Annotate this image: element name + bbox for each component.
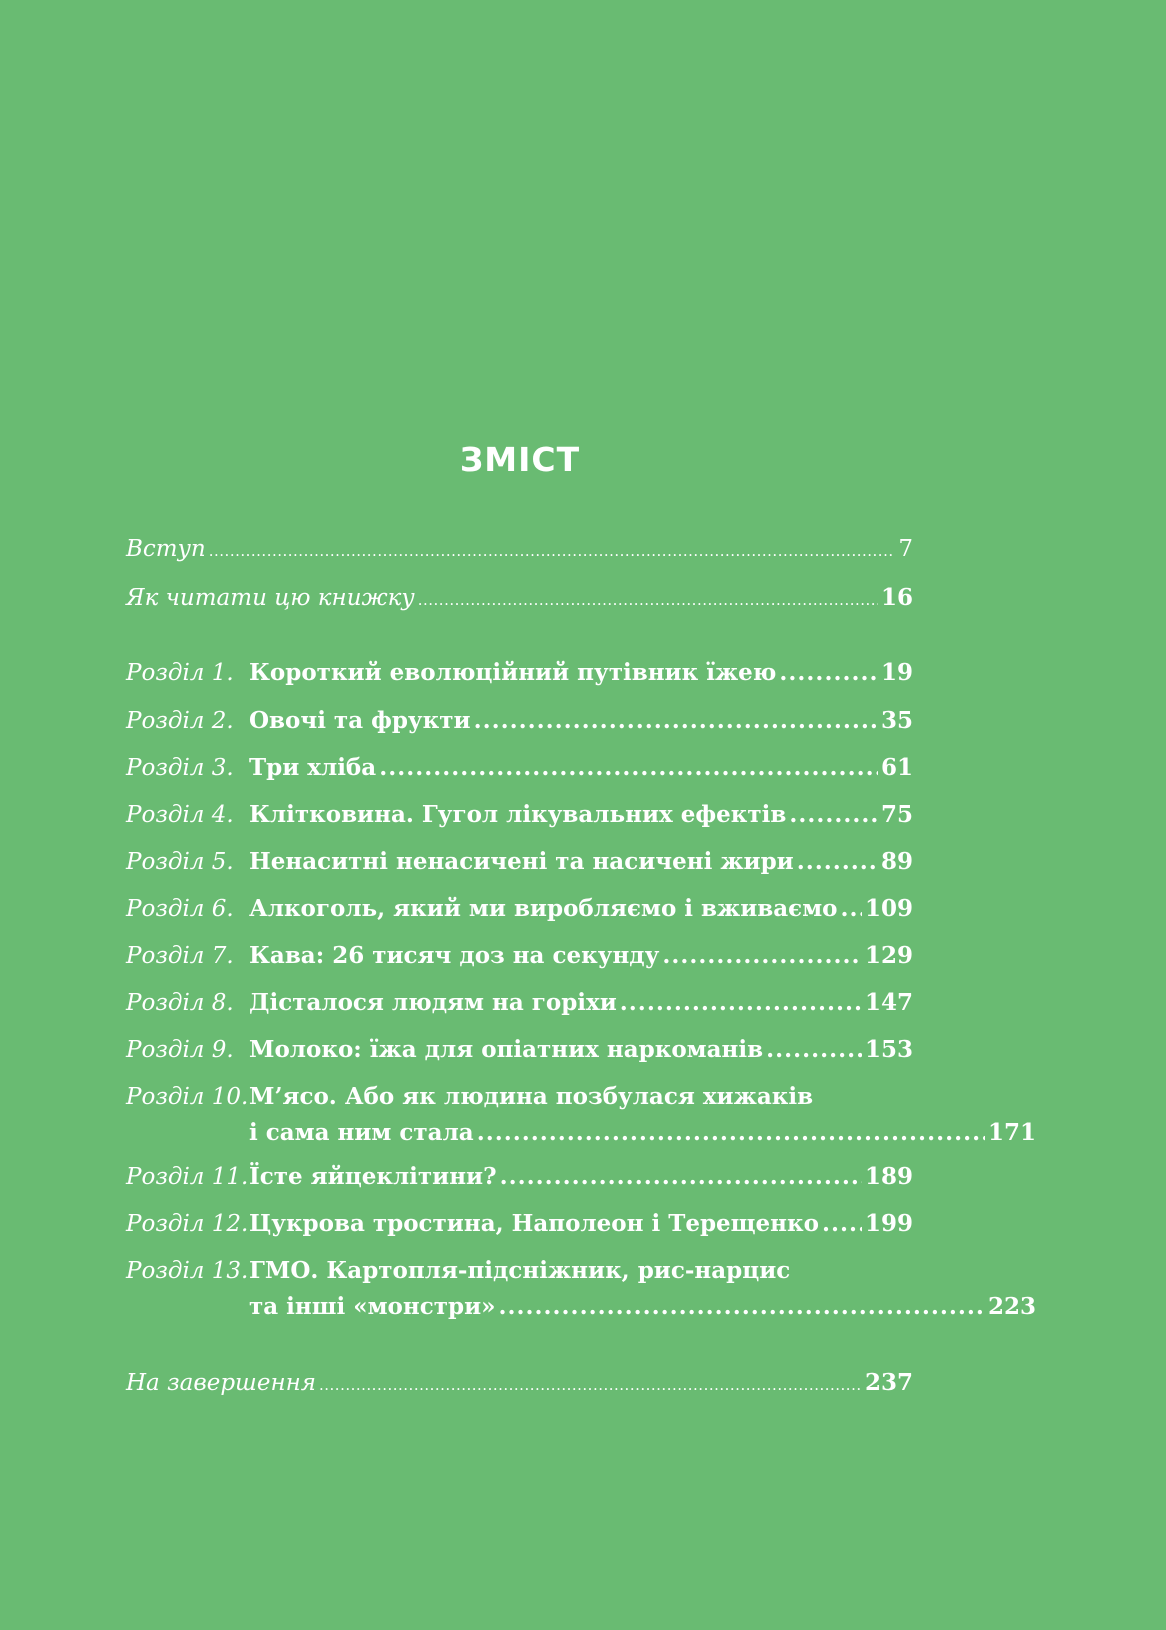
toc-page-number: 7: [898, 536, 913, 562]
dot-leader: [474, 703, 878, 739]
toc-chapter-7: [126, 938, 913, 974]
chapter-title-continued: та інші «монстри»: [249, 1293, 496, 1320]
toc-page-number: 199: [864, 1210, 913, 1237]
toc-chapter-9: [126, 1032, 913, 1068]
toc-chapter-4: [126, 797, 913, 833]
chapter-number: Розділ 7.: [126, 943, 234, 969]
dot-leader: [319, 1365, 862, 1403]
dot-leader: [379, 750, 878, 786]
toc-page-number: 19: [880, 659, 913, 686]
chapter-number: Розділ 1.: [126, 660, 234, 686]
chapter-number: Розділ 11.: [126, 1164, 249, 1190]
chapter-title-continued: і сама ним стала: [249, 1119, 474, 1146]
chapter-title: Ненаситні ненасичені та насичені жири: [249, 848, 794, 875]
chapter-number: Розділ 9.: [126, 1037, 234, 1063]
toc-entry-label: Як читати цю книжку: [126, 585, 415, 611]
chapter-number: Розділ 3.: [126, 755, 234, 781]
toc-chapter-8: [126, 985, 913, 1021]
toc-page-number: 16: [880, 584, 913, 611]
dot-leader: [499, 1289, 985, 1325]
toc-entry-label: Вступ: [126, 536, 206, 562]
toc-page-number: 109: [864, 895, 913, 922]
toc-page-number: 89: [880, 848, 913, 875]
toc-page-number: 237: [864, 1369, 913, 1396]
chapter-number: Розділ 12.: [126, 1211, 249, 1237]
toc-page-number: 147: [864, 989, 913, 1016]
dot-leader: [662, 938, 862, 974]
dot-leader: [822, 1206, 862, 1242]
chapter-title: Короткий еволюційний путівник їжею: [249, 659, 777, 686]
toc-chapter-6: [126, 891, 913, 927]
toc-page-number: 223: [987, 1293, 1036, 1320]
chapter-title: М’ясо. Або як людина позбулася хижаків: [249, 1083, 814, 1110]
toc-chapter-3: [126, 750, 913, 786]
toc-chapter-12: [126, 1206, 913, 1242]
toc-chapter-10: [126, 1079, 1036, 1151]
chapter-title: Овочі та фрукти: [249, 707, 471, 734]
toc-entry-intro: [126, 531, 913, 569]
toc-page-number: 129: [864, 942, 913, 969]
chapter-number: Розділ 8.: [126, 990, 234, 1016]
toc-page-number: 75: [880, 801, 913, 828]
toc-chapter-13: [126, 1253, 1036, 1325]
toc-page-number: 153: [864, 1036, 913, 1063]
dot-leader: [620, 985, 862, 1021]
toc-entry-label: На завершення: [126, 1370, 316, 1396]
chapter-number: Розділ 2.: [126, 708, 234, 734]
toc-page-number: 171: [987, 1119, 1036, 1146]
toc-chapter-11: [126, 1159, 913, 1195]
toc-chapter-5: [126, 844, 913, 880]
dot-leader: [789, 797, 878, 833]
chapter-number: Розділ 4.: [126, 802, 234, 828]
dot-leader: [418, 580, 878, 618]
chapter-title: Їсте яйцеклітини?: [249, 1163, 497, 1190]
chapter-number: Розділ 5.: [126, 849, 234, 875]
toc-entry-closing: [126, 1365, 913, 1403]
toc-entry-how-to-read: [126, 580, 913, 618]
dot-leader: [779, 655, 878, 691]
toc-page-number: 35: [880, 707, 913, 734]
page-title: ЗМІСТ: [459, 440, 581, 479]
chapter-number: Розділ 10.: [126, 1084, 249, 1110]
dot-leader: [841, 891, 862, 927]
dot-leader: [477, 1115, 985, 1151]
chapter-title: Кава: 26 тисяч доз на секунду: [249, 942, 660, 969]
chapter-title: Дісталося людям на горіхи: [249, 989, 617, 1016]
dot-leader: [766, 1032, 862, 1068]
toc-page-number: 189: [864, 1163, 913, 1190]
dot-leader: [209, 531, 896, 569]
dot-leader: [500, 1159, 862, 1195]
chapter-title: ГМО. Картопля-підсніжник, рис-нарцис: [249, 1257, 791, 1284]
chapter-title: Цукрова тростина, Наполеон і Терещенко: [249, 1210, 819, 1237]
chapter-number: Розділ 6.: [126, 896, 234, 922]
toc-page-number: 61: [880, 754, 913, 781]
toc-chapter-1: [126, 655, 913, 691]
chapter-title: Три хліба: [249, 754, 377, 781]
dot-leader: [797, 844, 878, 880]
chapter-title: Алкоголь, який ми виробляємо і вживаємо: [249, 895, 838, 922]
chapter-number: Розділ 13.: [126, 1258, 249, 1284]
toc-chapter-2: [126, 703, 913, 739]
chapter-title: Молоко: їжа для опіатних наркоманів: [249, 1036, 764, 1063]
chapter-title: Клітковина. Гугол лікувальних ефектів: [249, 801, 787, 828]
